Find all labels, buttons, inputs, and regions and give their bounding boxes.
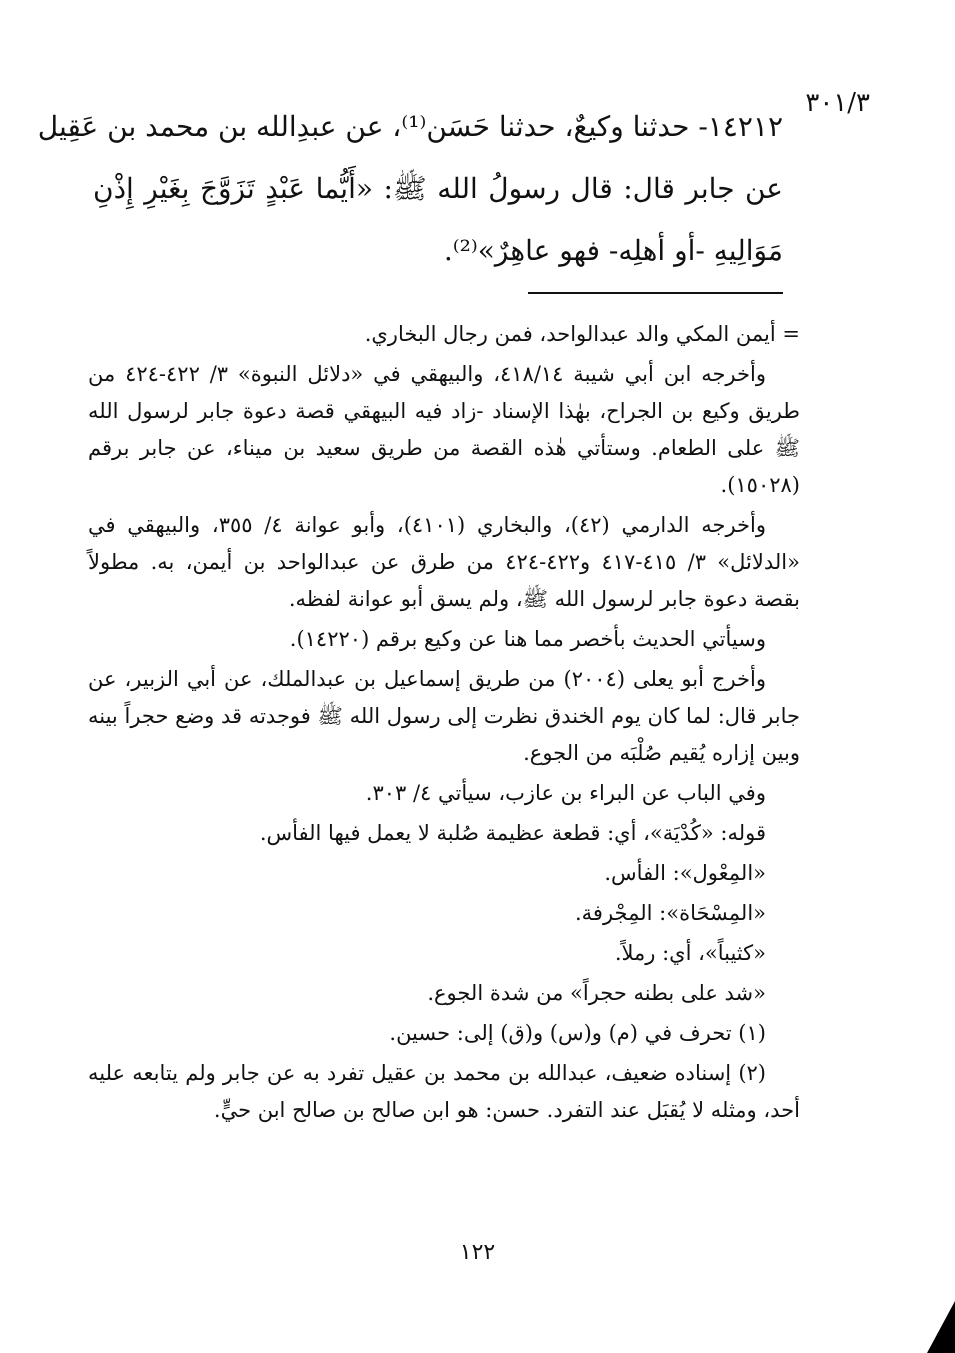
glossary-entry: «شد على بطنه حجراً» من شدة الجوع. [427, 981, 766, 1005]
hadith-line: عن جابر قال: قال رسولُ الله ﷺ: «أَيُّما عَبْدٍ تَزَوَّجَ بِغَيْرِ إِذْنِ [93, 172, 783, 205]
hadith-line: ١٤٢١٢- حدثنا وكيعٌ، حدثنا حَسَن⁽¹⁾، عن عبدِالله بن محمد بن عَقِيل [37, 110, 783, 143]
glossary-entry: «المِسْحَاة»: المِجْرفة. [575, 901, 766, 925]
note-paragraph: وأخرجه ابن أبي شيبة ٤١٨/١٤، والبيهقي في «دلائل النبوة» ٣/ ٤٢٢-٤٢٤ من طريق وكيع بن الجراح، بهٰذا الإسناد -زاد فيه البيهقي قصة دعوة جابر لرسول الله ﷺ على الطعام. وستأتي هٰذه القصة من طريق سعيد بن ميناء، عن جابر برقم (١٥٠٢٨). [88, 362, 800, 497]
footnote-1: (١) تحرف في (م) و(س) و(ق) إلى: حسين. [389, 1021, 766, 1045]
scan-corner-mark [927, 1301, 955, 1353]
hadith-line: مَوَالِيهِ -أو أهلِه- فهو عاهِرٌ»⁽²⁾. [443, 234, 783, 267]
glossary-entry: «المِعْول»: الفأس. [604, 861, 766, 885]
footnote-divider [528, 292, 783, 294]
note-paragraph: وفي الباب عن البراء بن عازب، سيأتي ٤/ ٣٠٣. [365, 781, 766, 805]
note-paragraph: وأخرج أبو يعلى (٢٠٠٤) من طريق إسماعيل بن عبدالملك، عن أبي الزبير، عن جابر قال: لما كان يوم الخندق نظرت إلى رسول الله ﷺ فوجدته قد وضع حجراً بينه وبين إزاره يُقيم صُلْبَه من الجوع. [88, 667, 800, 765]
page-number: ١٢٢ [459, 1240, 496, 1265]
glossary-entry: «كثيباً»، أي: رملاً. [614, 941, 766, 965]
note-paragraph: وأخرجه الدارمي (٤٢)، والبخاري (٤١٠١)، وأبو عوانة ٤/ ٣٥٥، والبيهقي في «الدلائل» ٣/ ٤١٥-٤١٧ و٤٢٢-٤٢٤ من طرق عن عبدالواحد بن أيمن، به. مطولاً بقصة دعوة جابر لرسول الله ﷺ، ولم يسق أبو عوانة لفظه. [88, 513, 800, 611]
glossary-entry: قوله: «كُدْيَة»، أي: قطعة عظيمة صُلبة لا يعمل فيها الفأس. [259, 821, 766, 845]
footnote-2: (٢) إسناده ضعيف، عبدالله بن محمد بن عقيل تفرد به عن جابر ولم يتابعه عليه أحد، ومثله لا يُقبَل عند التفرد. حسن: هو ابن صالح بن صالح ابن حيٍّ. [88, 1061, 800, 1122]
note-paragraph: وسيأتي الحديث بأخصر مما هنا عن وكيع برقم (١٤٢٢٠). [289, 627, 766, 651]
volume-page-reference: ٣٠١/٣ [805, 88, 870, 118]
footnotes [88, 316, 800, 1132]
note-continuation: = أيمن المكي والد عبدالواحد، فمن رجال البخاري. [364, 322, 800, 346]
hadith-text [37, 96, 783, 282]
